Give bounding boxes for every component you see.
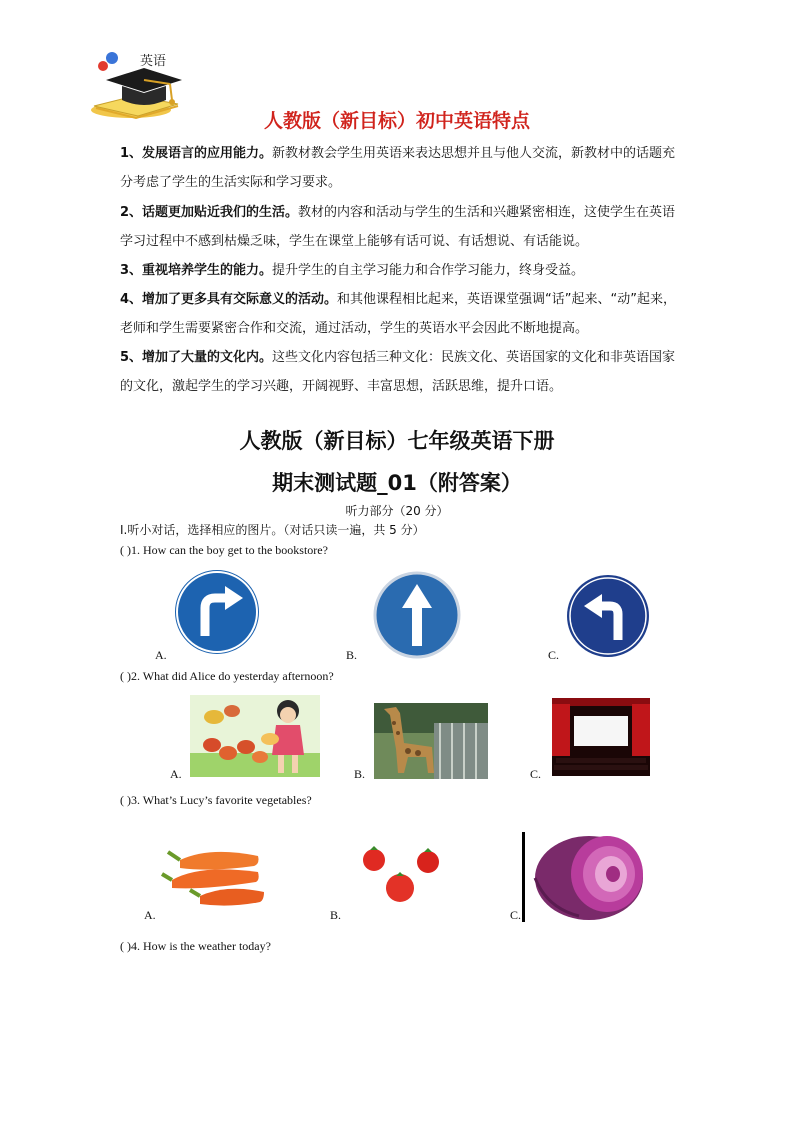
option-label: C.	[510, 908, 522, 922]
feature-lead: 4、增加了更多具有交际意义的活动。	[120, 292, 338, 307]
red-dot-icon	[98, 61, 108, 71]
option-label: B.	[346, 648, 358, 662]
giraffe-zoo-picture	[374, 703, 488, 779]
blue-dot-icon	[106, 52, 118, 64]
feature-3	[120, 256, 680, 285]
feature-lead: 2、话题更加贴近我们的生活。	[120, 205, 299, 220]
question-3: ( )3. What’s Lucy’s favorite vegetables?	[120, 793, 312, 807]
option-label: C.	[530, 767, 542, 781]
red-onion-picture	[527, 830, 645, 922]
question-4: ( )4. How is the weather today?	[120, 939, 271, 953]
feature-lead: 3、重视培养学生的能力。	[120, 263, 273, 278]
go-straight-sign-icon	[372, 570, 462, 660]
turn-right-sign-icon	[173, 568, 261, 656]
question-1: ( )1. How can the boy get to the bookstore?	[120, 543, 328, 557]
feature-lead: 5、增加了大量的文化内。	[120, 350, 273, 365]
option-label: C.	[548, 648, 560, 662]
logo-text: 英语	[140, 54, 167, 69]
option-label: B.	[330, 908, 342, 922]
option-label: A.	[155, 648, 167, 662]
exam-title-line2: 期末测试题_01（附答案）	[272, 471, 522, 495]
vertical-bar	[522, 832, 525, 922]
option-label: A.	[170, 767, 182, 781]
question-2: ( )2. What did Alice do yesterday afternoon?	[120, 669, 334, 683]
feature-2	[120, 198, 680, 256]
page-title: 人教版（新目标）初中英语特点	[263, 110, 530, 132]
feature-text: 新教材教会学生用英语来表达思想并且与他人交流，新教材中的话题充分考虑了学生的生活实际和学习要求。	[120, 146, 676, 190]
feature-text: 这些文化内容包括三种文化：民族文化、英语国家的文化和非英语国家的文化，激起学生的学习兴趣，开阔视野、丰富思想，活跃思维，提升口语。	[120, 350, 676, 394]
section-instruction: Ⅰ.听小对话，选择相应的图片。（对话只读一遍，共 5 分）	[120, 523, 425, 537]
cinema-screen-picture	[552, 698, 650, 776]
feature-text: 提升学生的自主学习能力和合作学习能力，终身受益。	[272, 263, 585, 278]
feature-text: 教材的内容和活动与学生的生活和兴趣紧密相连，这使学生在英语学习过程中不感到枯燥乏味，学生在课堂上能够有话可说、有话想说、有话能说。	[120, 205, 676, 249]
feature-5	[120, 343, 680, 401]
feature-4	[120, 285, 680, 343]
exam-title-line1: 人教版（新目标）七年级英语下册	[239, 429, 555, 453]
option-label: A.	[144, 908, 156, 922]
tomatoes-picture	[344, 832, 454, 916]
section-heading: 听力部分（20 分）	[345, 504, 449, 518]
turn-left-sign-icon	[566, 574, 650, 658]
feature-1	[120, 139, 680, 197]
feature-text: 和其他课程相比起来，英语课堂强调“话”起来、“动”起来，老师和学生需要紧密合作和交流，通过活动，学生的英语水平会因此不断地提高。	[120, 292, 676, 336]
option-label: B.	[354, 767, 366, 781]
feeding-chickens-picture	[190, 695, 320, 777]
carrots-picture	[160, 838, 268, 908]
feature-lead: 1、发展语言的应用能力。	[120, 146, 273, 161]
